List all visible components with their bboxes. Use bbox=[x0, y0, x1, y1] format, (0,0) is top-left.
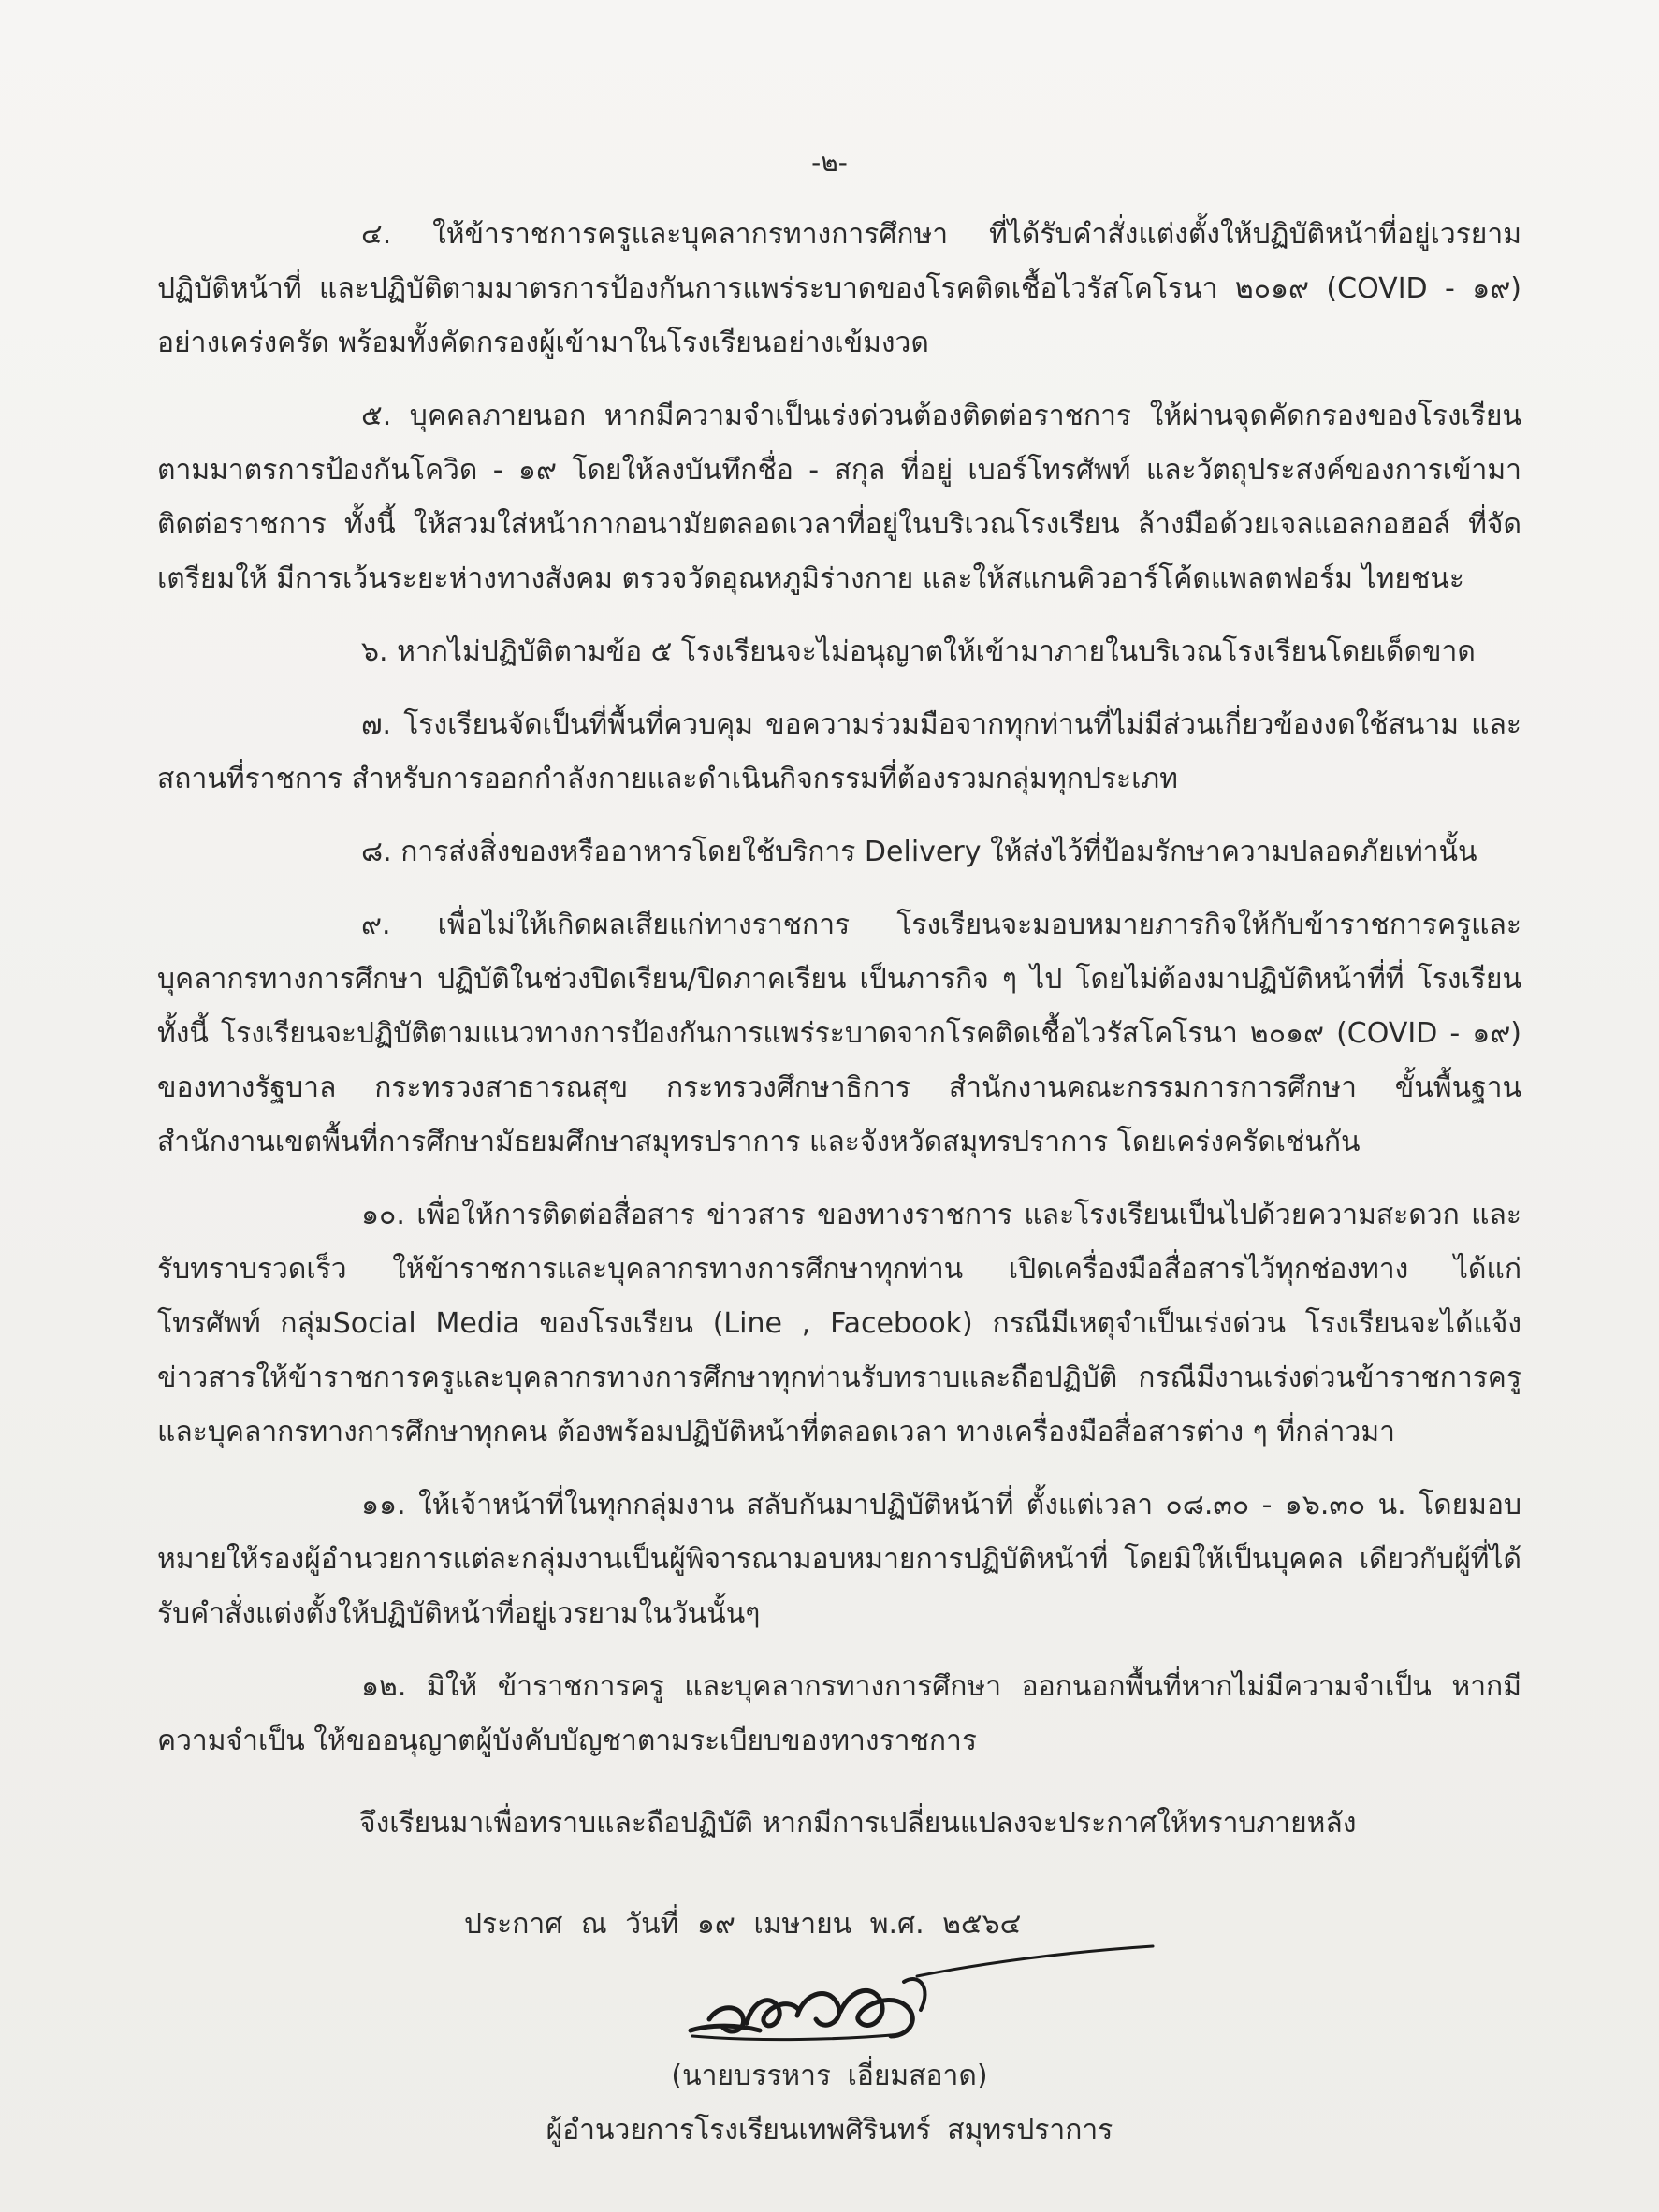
paragraph-item-8: ๘. การส่งสิ่งของหรืออาหารโดยใช้บริการ Delivery ให้ส่งไว้ที่ป้อมรักษาความปลอดภัยเท่านั้น bbox=[361, 836, 1477, 868]
signature-image bbox=[674, 1935, 1179, 2057]
paragraph-item-9: ๙. เพื่อไม่ให้เกิดผลเสียแก่ทางราชการ โรงเรียนจะมอบหมายภารกิจให้กับข้าราชการครูและ บุคลากรทางการศึกษา ปฏิบัติในช่วงปิดเรียน/ปิดภาคเรียน เป็นภารกิจ ๆ ไป โดยไม่ต้องมาปฏิบัติหน้าที่ที่ โรงเรียน ทั้งนี้ โรงเรียนจะปฏิบัติตามแนวทางการป้องกันการแพร่ระบาดจากโรคติดเชื้อไวรัสโคโรนา ๒๐๑๙ (COVID - ๑๙) ของทางรัฐบาล กระทรวงสาธารณสุข กระทรวงศึกษาธิการ สำนักงานคณะกรรมการการศึกษา ขั้นพื้นฐาน สำนักงานเขตพื้นที่การศึกษามัธยมศึกษาสมุทรปราการ และจังหวัดสมุทรปราการ โดยเคร่งครัดเช่นกัน bbox=[157, 909, 1521, 1158]
paragraph-item-5: ๕. บุคคลภายนอก หากมีความจำเป็นเร่งด่วนต้องติดต่อราชการ ให้ผ่านจุดคัดกรองของโรงเรียน ตามมาตรการป้องกันโควิด - ๑๙ โดยให้ลงบันทึกชื่อ - สกุล ที่อยู่ เบอร์โทรศัพท์ และวัตถุประสงค์ของการเข้ามา ติดต่อราชการ ทั้งนี้ ให้สวมใส่หน้ากากอนามัยตลอดเวลาที่อยู่ในบริเวณโรงเรียน ล้างมือด้วยเจลแอลกอฮอล์ ที่จัดเตรียมให้ มีการเว้นระยะห่างทางสังคม ตรวจวัดอุณหภูมิร่างกาย และให้สแกนคิวอาร์โค้ดแพลตฟอร์ม ไทยชนะ bbox=[157, 400, 1521, 595]
paragraph-item-6: ๖. หากไม่ปฏิบัติตามข้อ ๕ โรงเรียนจะไม่อนุญาตให้เข้ามาภายในบริเวณโรงเรียนโดยเด็ดขาด bbox=[361, 635, 1476, 668]
closing-statement: จึงเรียนมาเพื่อทราบและถือปฏิบัติ หากมีการเปลี่ยนแปลงจะประกาศให้ทราบภายหลัง bbox=[359, 1807, 1357, 1840]
page-number: -๒- bbox=[811, 147, 848, 178]
signer-name: (นายบรรหาร เอี่ยมสอาด) bbox=[671, 2059, 988, 2092]
paragraph-item-10: ๑๐. เพื่อให้การติดต่อสื่อสาร ข่าวสาร ของทางราชการ และโรงเรียนเป็นไปด้วยความสะดวก และรับทราบรวดเร็ว ให้ข้าราชการและบุคลากรทางการศึกษาทุกท่าน เปิดเครื่องมือสื่อสารไว้ทุกช่องทาง ได้แก่ โทรศัพท์ กลุ่มSocial Media ของโรงเรียน (Line , Facebook) กรณีมีเหตุจำเป็นเร่งด่วน โรงเรียนจะได้แจ้ง ข่าวสารให้ข้าราชการครูและบุคลากรทางการศึกษาทุกท่านรับทราบและถือปฏิบัติ กรณีมีงานเร่งด่วนข้าราชการครู และบุคลากรทางการศึกษาทุกคน ต้องพร้อมปฏิบัติหน้าที่ตลอดเวลา ทางเครื่องมือสื่อสารต่าง ๆ ที่กล่าวมา bbox=[157, 1199, 1521, 1448]
document-body bbox=[157, 208, 1521, 1787]
paragraph-item-4: ๔. ให้ข้าราชการครูและบุคลากรทางการศึกษา ที่ได้รับคำสั่งแต่งตั้งให้ปฏิบัติหน้าที่อยู่เวรยาม ปฏิบัติหน้าที่ และปฏิบัติตามมาตรการป้องกันการแพร่ระบาดของโรคติดเชื้อไวรัสโคโรนา ๒๐๑๙ (COVID - ๑๙) อย่างเคร่งครัด พร้อมทั้งคัดกรองผู้เข้ามาในโรงเรียนอย่างเข้มงวด bbox=[157, 218, 1521, 359]
paragraph-item-11: ๑๑. ให้เจ้าหน้าที่ในทุกกลุ่มงาน สลับกันมาปฏิบัติหน้าที่ ตั้งแต่เวลา ๐๘.๓๐ - ๑๖.๓๐ น. โดยมอบหมายให้รองผู้อำนวยการแต่ละกลุ่มงานเป็นผู้พิจารณามอบหมายการปฏิบัติหน้าที่ โดยมิให้เป็นบุคคล เดียวกับผู้ที่ได้รับคำสั่งแต่งตั้งให้ปฏิบัติหน้าที่อยู่เวรยามในวันนั้นๆ bbox=[157, 1489, 1521, 1630]
paragraph-item-12: ๑๒. มิให้ ข้าราชการครู และบุคลากรทางการศึกษา ออกนอกพื้นที่หากไม่มีความจำเป็น หากมีความจำเป็น ให้ขออนุญาตผู้บังคับบัญชาตามระเบียบของทางราชการ bbox=[157, 1670, 1521, 1757]
announcement-date: ประกาศ ณ วันที่ ๑๙ เมษายน พ.ศ. ๒๕๖๔ bbox=[464, 1908, 1022, 1941]
signer-title: ผู้อำนวยการโรงเรียนเทพศิรินทร์ สมุทรปราการ bbox=[546, 2114, 1113, 2147]
paragraph-item-7: ๗. โรงเรียนจัดเป็นที่พื้นที่ควบคุม ขอความร่วมมือจากทุกท่านที่ไม่มีส่วนเกี่ยวข้องงดใช้สนาม และสถานที่ราชการ สำหรับการออกกำลังกายและดำเนินกิจกรรมที่ต้องรวมกลุ่มทุกประเภท bbox=[157, 708, 1521, 795]
